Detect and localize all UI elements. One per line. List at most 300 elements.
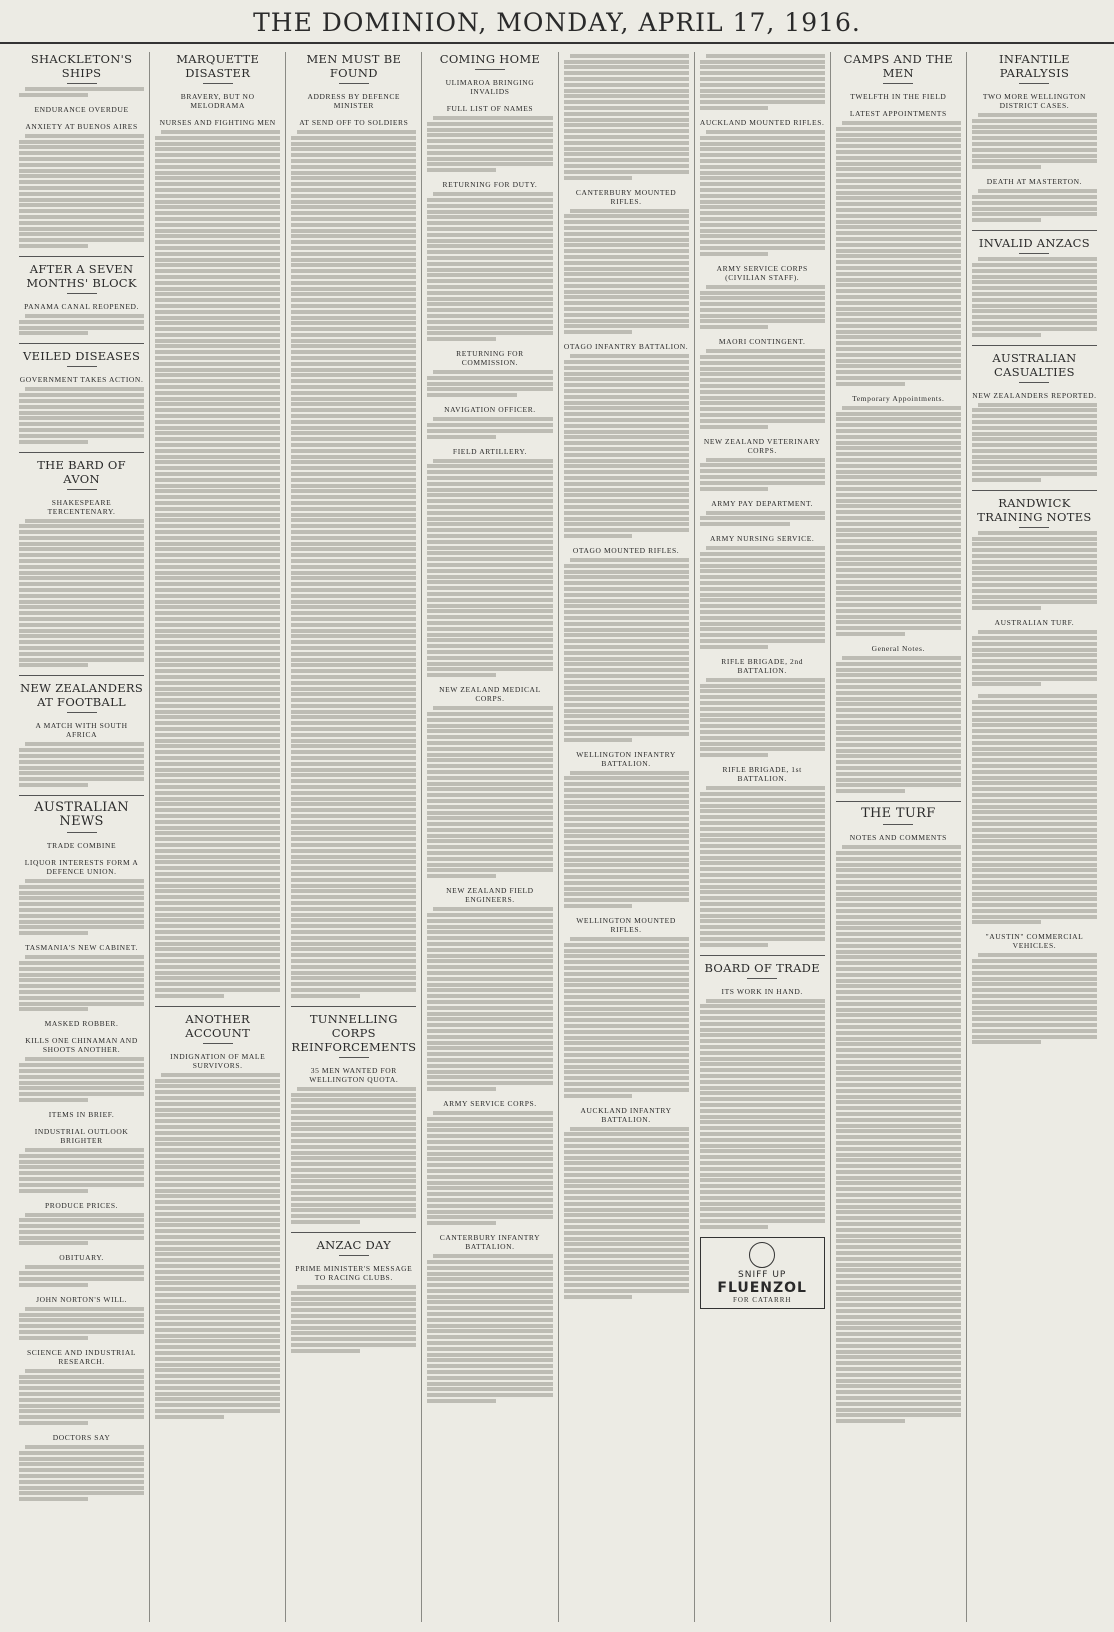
- text-line: [291, 501, 416, 505]
- text-line: [291, 147, 416, 151]
- text-line: [155, 652, 280, 656]
- text-line: [700, 919, 825, 923]
- text-line: [19, 754, 144, 758]
- text-line: [155, 623, 280, 627]
- text-line: [564, 875, 689, 879]
- text-line: [836, 1048, 961, 1052]
- text-line: [291, 1156, 416, 1160]
- text-line: [427, 569, 552, 573]
- text-line: [19, 908, 144, 912]
- text-line: [155, 182, 280, 186]
- text-line: [427, 256, 552, 260]
- text-line: [836, 909, 961, 913]
- text-line: [427, 215, 552, 219]
- article-block: [972, 932, 1097, 1044]
- text-line: [700, 1086, 825, 1090]
- text-line: [291, 1122, 416, 1126]
- column-8: [967, 52, 1102, 1622]
- text-line: [427, 128, 552, 132]
- text-line: [700, 873, 825, 877]
- text-line: [564, 499, 689, 503]
- text-line: [433, 459, 552, 463]
- text-line: [291, 321, 416, 325]
- text-line: [972, 455, 1097, 459]
- text-line: [972, 595, 1097, 599]
- text-line: [291, 171, 416, 175]
- text-line: [564, 412, 689, 416]
- text-line: [972, 828, 1097, 832]
- text-line: [564, 377, 689, 381]
- text-line: [836, 1181, 961, 1185]
- text-line: [427, 279, 552, 283]
- headline-rule: [203, 83, 233, 84]
- text-line: [836, 568, 961, 572]
- text-line: [291, 953, 416, 957]
- article-block: [19, 1019, 144, 1028]
- text-line: [19, 1421, 88, 1425]
- text-line: [972, 125, 1097, 129]
- text-line: [836, 452, 961, 456]
- text-line: [155, 1194, 280, 1198]
- text-line: [291, 397, 416, 401]
- text-line: [291, 205, 416, 209]
- text-line: [427, 210, 552, 214]
- text-line: [836, 347, 961, 351]
- text-line: [836, 591, 961, 595]
- text-line: [291, 727, 416, 731]
- article-block: [836, 833, 961, 1423]
- text-line: [427, 1376, 552, 1380]
- headline-rule: [339, 1255, 369, 1256]
- text-line: [25, 1445, 144, 1449]
- text-line: [836, 1321, 961, 1325]
- text-line: [291, 739, 416, 743]
- text-line: [564, 709, 689, 713]
- text-line: [700, 487, 769, 491]
- text-line: [836, 915, 961, 919]
- text-line: [155, 971, 280, 975]
- text-line: [291, 1203, 416, 1207]
- subheading: WELLINGTON MOUNTED RIFLES.: [576, 916, 676, 934]
- text-line: [972, 136, 1097, 140]
- subheading: NEW ZEALAND FIELD ENGINEERS.: [446, 886, 534, 905]
- text-line: [836, 493, 961, 497]
- text-line: [433, 706, 552, 710]
- text-line: [155, 571, 280, 575]
- text-line: [700, 610, 825, 614]
- text-line: [700, 211, 825, 215]
- article-block: [700, 961, 825, 979]
- text-line: [25, 742, 144, 746]
- text-line: [564, 1266, 689, 1270]
- text-line: [427, 198, 552, 202]
- text-line: [19, 232, 144, 236]
- text-line: [700, 1057, 825, 1061]
- text-line: [291, 466, 416, 470]
- text-line: [570, 354, 689, 358]
- text-line: [155, 1310, 280, 1314]
- text-line: [972, 1023, 1097, 1027]
- text-line: [836, 1245, 961, 1249]
- text-line: [836, 749, 961, 753]
- text-line: [836, 318, 961, 322]
- text-line: [291, 878, 416, 882]
- text-line: [564, 898, 689, 902]
- text-line: [836, 533, 961, 537]
- text-line: [700, 425, 769, 429]
- text-line: [291, 976, 416, 980]
- text-line: [564, 1179, 689, 1183]
- text-line: [19, 1177, 144, 1181]
- text-line: [564, 441, 689, 445]
- text-line: [19, 777, 144, 781]
- text-line: [700, 182, 825, 186]
- text-line: [564, 616, 689, 620]
- text-line: [836, 1170, 961, 1174]
- text-line: [291, 652, 416, 656]
- text-line: [564, 686, 689, 690]
- text-line: [155, 629, 280, 633]
- text-line: [19, 1486, 144, 1490]
- text-line: [427, 650, 552, 654]
- article-divider: [836, 801, 961, 802]
- text-line: [972, 892, 1097, 896]
- text-line: [836, 1303, 961, 1307]
- text-line: [19, 996, 144, 1000]
- subheading: ARMY PAY DEPARTMENT.: [711, 498, 814, 508]
- text-line: [836, 1292, 961, 1296]
- text-line: [836, 897, 961, 901]
- text-line: [836, 967, 961, 971]
- article-divider: [19, 452, 144, 453]
- article-block: [19, 52, 144, 97]
- text-line: [155, 559, 280, 563]
- text-line: [291, 831, 416, 835]
- text-line: [972, 816, 1097, 820]
- text-line: [972, 449, 1097, 453]
- subheading: JOHN NORTON'S WILL.: [36, 1294, 128, 1304]
- text-line: [19, 990, 144, 994]
- text-line: [972, 263, 1097, 267]
- text-line: [700, 396, 825, 400]
- article-block: [291, 1012, 416, 1058]
- text-line: [427, 244, 552, 248]
- text-line: [155, 1328, 280, 1332]
- text-line: [291, 182, 416, 186]
- text-line: [836, 504, 961, 508]
- text-line: [700, 384, 825, 388]
- text-line: [291, 1093, 416, 1097]
- text-line: [427, 145, 552, 149]
- text-line: [155, 1229, 280, 1233]
- text-line: [291, 687, 416, 691]
- text-line: [155, 1119, 280, 1123]
- text-line: [564, 488, 689, 492]
- article-block: [564, 546, 689, 742]
- text-line: [972, 280, 1097, 284]
- text-line: [155, 1403, 280, 1407]
- text-line: [155, 489, 280, 493]
- text-line: [19, 565, 144, 569]
- text-line: [836, 892, 961, 896]
- text-line: [427, 1157, 552, 1161]
- headline-rule: [203, 1043, 233, 1044]
- text-line: [564, 505, 689, 509]
- text-line: [700, 713, 825, 717]
- text-line: [700, 1080, 825, 1084]
- text-line: [19, 1154, 144, 1158]
- text-line: [972, 1000, 1097, 1004]
- text-line: [427, 1058, 552, 1062]
- text-line: [155, 1090, 280, 1094]
- text-line: [427, 1295, 552, 1299]
- subheading: ENDURANCE OVERDUE: [34, 104, 129, 114]
- text-line: [155, 379, 280, 383]
- text-line: [155, 947, 280, 951]
- text-line: [155, 837, 280, 841]
- text-line: [700, 136, 825, 140]
- text-line: [155, 675, 280, 679]
- article-block: [972, 391, 1097, 482]
- text-line: [972, 682, 1041, 686]
- text-line: [836, 1042, 961, 1046]
- text-line: [427, 1289, 552, 1293]
- text-line: [564, 418, 689, 422]
- text-line: [564, 639, 689, 643]
- text-line: [19, 885, 144, 889]
- text-line: [427, 799, 552, 803]
- text-line: [700, 390, 825, 394]
- text-line: [836, 1135, 961, 1139]
- text-line: [972, 600, 1097, 604]
- text-line: [564, 493, 689, 497]
- text-line: [427, 1128, 552, 1132]
- subheading: RETURNING FOR DUTY.: [442, 180, 538, 190]
- text-line: [564, 255, 689, 259]
- text-line: [155, 600, 280, 604]
- headline: AUSTRALIAN NEWS: [34, 800, 129, 829]
- text-line: [836, 1367, 961, 1371]
- text-line: [427, 615, 552, 619]
- article-block: [564, 916, 689, 1098]
- text-line: [972, 432, 1097, 436]
- text-line: [155, 1264, 280, 1268]
- text-line: [972, 589, 1097, 593]
- text-line: [155, 634, 280, 638]
- text-line: [291, 994, 360, 998]
- text-line: [155, 298, 280, 302]
- text-line: [291, 1326, 416, 1330]
- text-line: [155, 1322, 280, 1326]
- text-line: [291, 675, 416, 679]
- text-line: [700, 1091, 825, 1095]
- article-block: [19, 1295, 144, 1340]
- text-line: [700, 1120, 825, 1124]
- text-line: [291, 565, 416, 569]
- article-block: [19, 1253, 144, 1286]
- text-line: [972, 286, 1097, 290]
- text-line: [427, 393, 517, 397]
- text-line: [155, 605, 280, 609]
- text-line: [700, 1132, 825, 1136]
- text-line: [700, 1178, 825, 1182]
- text-line: [836, 243, 961, 247]
- text-line: [155, 588, 280, 592]
- text-line: [564, 147, 689, 151]
- text-line: [836, 1066, 961, 1070]
- text-line: [836, 127, 961, 131]
- text-line: [836, 1124, 961, 1128]
- text-line: [19, 145, 144, 149]
- text-line: [836, 1002, 961, 1006]
- text-line: [564, 852, 689, 856]
- text-line: [155, 142, 280, 146]
- text-line: [155, 426, 280, 430]
- text-line: [427, 331, 552, 335]
- text-line: [427, 528, 552, 532]
- text-line: [700, 372, 825, 376]
- text-line: [700, 604, 825, 608]
- article-block: [155, 1012, 280, 1044]
- text-line: [291, 402, 416, 406]
- text-line: [291, 1174, 416, 1178]
- text-line: [564, 1202, 689, 1206]
- text-line: [836, 615, 961, 619]
- text-line: [291, 304, 416, 308]
- article-block: [19, 943, 144, 1011]
- article-block: [836, 644, 961, 793]
- text-line: [836, 1251, 961, 1255]
- text-line: [836, 429, 961, 433]
- text-line: [291, 513, 416, 517]
- text-line: [836, 921, 961, 925]
- text-line: [155, 1316, 280, 1320]
- text-line: [836, 487, 961, 491]
- text-line: [427, 1300, 552, 1304]
- text-line: [155, 194, 280, 198]
- text-line: [155, 472, 280, 476]
- text-line: [564, 100, 689, 104]
- text-line: [836, 185, 961, 189]
- text-line: [291, 287, 416, 291]
- text-line: [836, 944, 961, 948]
- text-line: [564, 960, 689, 964]
- text-line: [19, 1218, 144, 1222]
- text-line: [291, 1151, 416, 1155]
- text-line: [155, 1374, 280, 1378]
- text-line: [564, 1012, 689, 1016]
- text-line: [427, 1370, 552, 1374]
- text-line: [972, 671, 1097, 675]
- article-block: [155, 1052, 280, 1419]
- text-line: [972, 805, 1097, 809]
- text-line: [564, 593, 689, 597]
- text-line: [155, 1171, 280, 1175]
- text-line: [836, 603, 961, 607]
- text-line: [427, 376, 552, 380]
- text-line: [427, 1198, 552, 1202]
- text-line: [564, 989, 689, 993]
- text-line: [427, 1041, 552, 1045]
- text-line: [700, 856, 825, 860]
- text-line: [155, 965, 280, 969]
- text-line: [427, 1070, 552, 1074]
- text-line: [427, 1052, 552, 1056]
- text-line: [836, 754, 961, 758]
- text-line: [836, 880, 961, 884]
- text-line: [291, 211, 416, 215]
- text-line: [19, 760, 144, 764]
- text-line: [564, 1248, 689, 1252]
- text-line: [836, 1408, 961, 1412]
- text-line: [836, 214, 961, 218]
- text-line: [700, 1039, 825, 1043]
- headline: SHACKLETON'S SHIPS: [30, 52, 133, 80]
- text-line: [291, 692, 416, 696]
- article-block: [291, 118, 416, 998]
- text-line: [155, 1415, 224, 1419]
- text-line: [155, 704, 280, 708]
- text-line: [427, 1306, 552, 1310]
- text-line: [19, 1189, 88, 1193]
- text-line: [155, 292, 280, 296]
- text-line: [427, 598, 552, 602]
- text-line: [291, 165, 416, 169]
- article-block: [700, 499, 825, 527]
- text-line: [836, 726, 961, 730]
- subheading: OBITUARY.: [59, 1253, 104, 1263]
- text-line: [155, 768, 280, 772]
- text-line: [564, 599, 689, 603]
- text-line: [700, 100, 825, 104]
- article-block: [427, 886, 552, 1091]
- text-line: [155, 744, 280, 748]
- text-line: [564, 123, 689, 127]
- text-line: [155, 982, 280, 986]
- text-line: [427, 540, 552, 544]
- text-line: [564, 1167, 689, 1171]
- text-line: [291, 762, 416, 766]
- text-line: [291, 420, 416, 424]
- text-line: [978, 531, 1097, 535]
- text-line: [291, 1320, 416, 1324]
- text-line: [836, 412, 961, 416]
- text-line: [564, 881, 689, 885]
- text-line: [836, 1361, 961, 1365]
- text-line: [291, 1291, 416, 1295]
- text-line: [836, 1315, 961, 1319]
- text-line: [836, 522, 961, 526]
- text-line: [291, 837, 416, 841]
- fluenzol-advertisement: [700, 1237, 825, 1309]
- text-line: [427, 656, 552, 660]
- text-line: [836, 874, 961, 878]
- text-line: [700, 1184, 825, 1188]
- text-line: [972, 119, 1097, 123]
- text-line: [706, 786, 825, 790]
- text-line: [291, 547, 416, 551]
- text-line: [155, 240, 280, 244]
- text-line: [564, 823, 689, 827]
- text-line: [427, 1117, 552, 1121]
- text-line: [25, 314, 144, 318]
- text-line: [978, 630, 1097, 634]
- text-line: [836, 1019, 961, 1023]
- text-line: [291, 646, 416, 650]
- text-line: [564, 662, 689, 666]
- text-line: [155, 930, 280, 934]
- text-line: [19, 428, 144, 432]
